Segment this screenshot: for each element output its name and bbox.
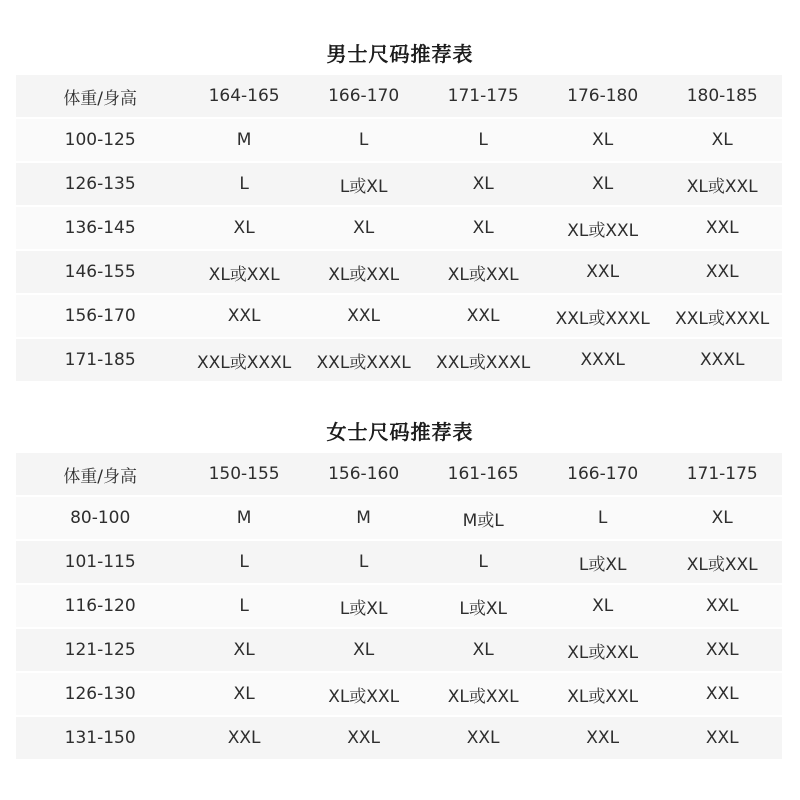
women-size-cell: XL或XXL [543, 629, 663, 673]
women-size-cell: XL或XXL [543, 673, 663, 717]
men-size-cell: XXL或XXXL [423, 339, 543, 383]
men-weight-label: 136-145 [16, 207, 184, 251]
men-table-row [16, 119, 782, 163]
men-size-cell: XXL [304, 295, 424, 339]
men-size-cell: XXL [662, 207, 782, 251]
women-size-cell: XXL [662, 673, 782, 717]
women-size-cell: XL或XXL [304, 673, 424, 717]
women-size-cell: XXL [304, 717, 424, 761]
women-size-cell: L或XL [304, 585, 424, 629]
men-weight-label: 126-135 [16, 163, 184, 207]
men-size-table [16, 75, 782, 383]
men-size-cell: XL [184, 207, 304, 251]
women-size-chart-title: 女士尺码推荐表 [326, 420, 474, 444]
women-size-cell: L [184, 585, 304, 629]
women-size-cell: XL [304, 629, 424, 673]
men-size-cell: XL或XXL [543, 207, 663, 251]
men-weight-label: 171-185 [16, 339, 184, 383]
men-weight-label: 146-155 [16, 251, 184, 295]
women-size-cell: XXL [662, 717, 782, 761]
women-table-row [16, 717, 782, 761]
women-size-table [16, 453, 782, 761]
men-size-cell: XXXL [543, 339, 663, 383]
women-size-cell: L或XL [423, 585, 543, 629]
women-size-cell: XL [543, 585, 663, 629]
women-size-cell: L [184, 541, 304, 585]
men-corner-label: 体重/身高 [16, 75, 184, 119]
men-size-cell: XXL [184, 295, 304, 339]
women-table-row [16, 585, 782, 629]
women-height-header: 156-160 [304, 453, 424, 497]
women-size-cell: XXL [184, 717, 304, 761]
men-size-cell: L或XL [304, 163, 424, 207]
women-weight-label: 126-130 [16, 673, 184, 717]
men-height-header: 166-170 [304, 75, 424, 119]
women-size-cell: XL [184, 629, 304, 673]
men-size-chart-title: 男士尺码推荐表 [326, 42, 474, 66]
women-size-cell: XL [423, 629, 543, 673]
women-height-header: 166-170 [543, 453, 663, 497]
men-size-cell: XXXL [662, 339, 782, 383]
men-size-cell: XL或XXL [184, 251, 304, 295]
women-size-cell: XL或XXL [423, 673, 543, 717]
women-table-row [16, 541, 782, 585]
women-header-row [16, 453, 782, 497]
women-size-cell: XXL [423, 717, 543, 761]
women-table-row [16, 673, 782, 717]
men-size-cell: XXL或XXXL [304, 339, 424, 383]
men-size-cell: XL或XXL [662, 163, 782, 207]
women-height-header: 161-165 [423, 453, 543, 497]
men-height-header: 171-175 [423, 75, 543, 119]
men-size-cell: XXL [543, 251, 663, 295]
women-size-cell: L或XL [543, 541, 663, 585]
men-table-row [16, 251, 782, 295]
men-size-cell: XXL或XXXL [184, 339, 304, 383]
men-size-cell: L [184, 163, 304, 207]
women-weight-label: 116-120 [16, 585, 184, 629]
women-size-cell: XL [184, 673, 304, 717]
men-table-row [16, 295, 782, 339]
men-size-cell: XL [662, 119, 782, 163]
women-size-cell: L [543, 497, 663, 541]
men-size-cell: XL [423, 207, 543, 251]
women-weight-label: 131-150 [16, 717, 184, 761]
women-size-cell: L [304, 541, 424, 585]
men-size-cell: XL [543, 119, 663, 163]
men-table-row [16, 207, 782, 251]
men-size-cell: XL或XXL [304, 251, 424, 295]
men-size-cell: M [184, 119, 304, 163]
women-size-cell: M [184, 497, 304, 541]
women-size-cell: XL [662, 497, 782, 541]
men-weight-label: 100-125 [16, 119, 184, 163]
women-height-header: 171-175 [662, 453, 782, 497]
men-height-header: 180-185 [662, 75, 782, 119]
women-size-cell: XXL [662, 629, 782, 673]
women-size-cell: M [304, 497, 424, 541]
men-header-row [16, 75, 782, 119]
women-size-cell: XL或XXL [662, 541, 782, 585]
men-size-cell: XXL [662, 251, 782, 295]
men-size-cell: XL [304, 207, 424, 251]
men-table-row [16, 339, 782, 383]
women-weight-label: 80-100 [16, 497, 184, 541]
men-weight-label: 156-170 [16, 295, 184, 339]
women-corner-label: 体重/身高 [16, 453, 184, 497]
women-height-header: 150-155 [184, 453, 304, 497]
women-size-cell: M或L [423, 497, 543, 541]
men-size-cell: L [304, 119, 424, 163]
women-table-row [16, 497, 782, 541]
women-size-cell: XXL [662, 585, 782, 629]
women-weight-label: 101-115 [16, 541, 184, 585]
men-height-header: 176-180 [543, 75, 663, 119]
men-size-cell: XL或XXL [423, 251, 543, 295]
women-table-row [16, 629, 782, 673]
women-size-cell: L [423, 541, 543, 585]
men-height-header: 164-165 [184, 75, 304, 119]
women-size-cell: XXL [543, 717, 663, 761]
men-size-cell: XL [423, 163, 543, 207]
men-table-row [16, 163, 782, 207]
women-weight-label: 121-125 [16, 629, 184, 673]
men-size-cell: XXL [423, 295, 543, 339]
men-size-cell: XXL或XXXL [662, 295, 782, 339]
men-size-cell: XL [543, 163, 663, 207]
men-size-cell: L [423, 119, 543, 163]
men-size-cell: XXL或XXXL [543, 295, 663, 339]
